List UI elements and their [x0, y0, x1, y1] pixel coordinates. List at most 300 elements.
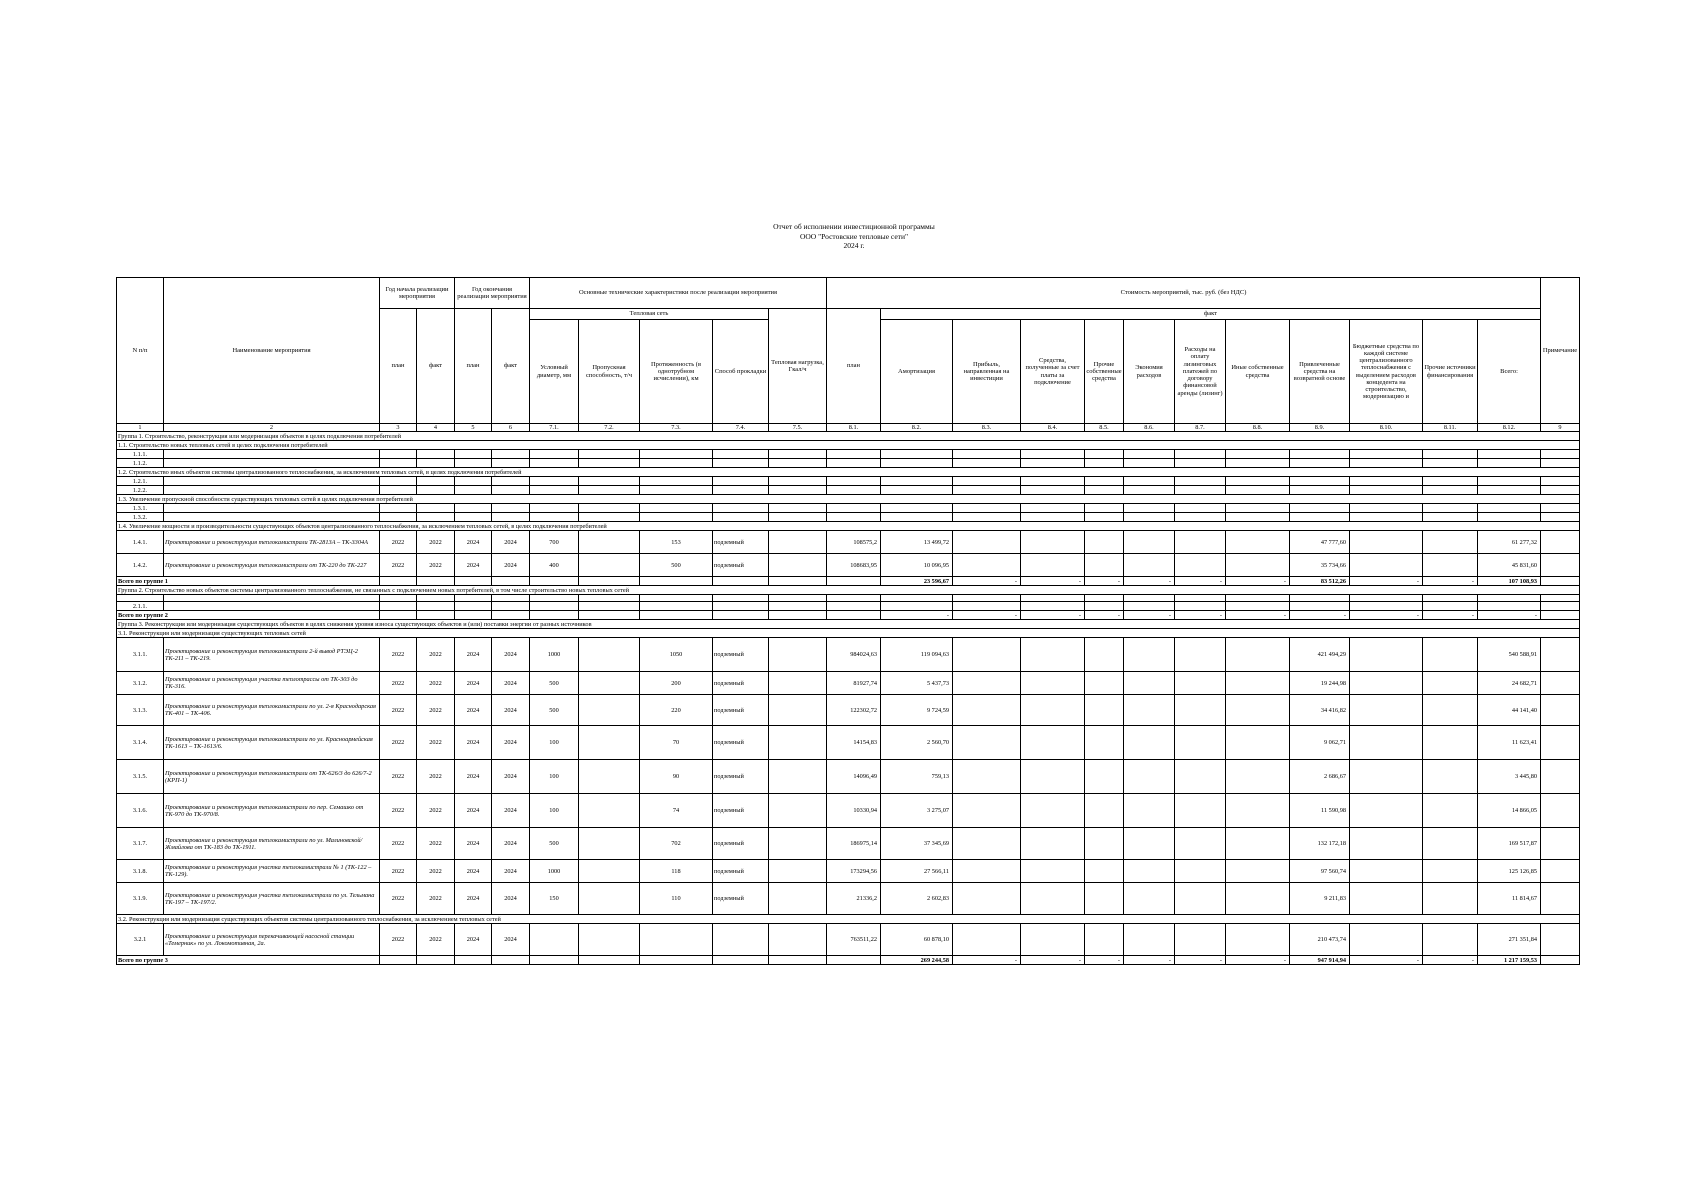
end-plan-year: 2024	[455, 828, 492, 860]
empty-cell	[1541, 450, 1580, 459]
empty-cell	[769, 611, 827, 620]
borrowed-value: 34 416,82	[1290, 695, 1350, 726]
column-number: 8.2.	[881, 424, 953, 432]
budget-value	[1350, 760, 1423, 794]
empty-cell	[492, 956, 530, 965]
empty-cell	[1021, 860, 1085, 883]
empty-cell	[640, 486, 713, 495]
group-total-dash: -	[1423, 577, 1478, 586]
empty-cell	[1124, 726, 1175, 760]
table-row	[117, 956, 1580, 965]
start-plan-year: 2022	[380, 672, 417, 695]
group-total-borrowed: 947 914,94	[1290, 956, 1350, 965]
title-line-3: 2024 г.	[843, 241, 865, 250]
hdr-heat-load: Тепловая нагрузка, Гкал/ч	[769, 309, 827, 424]
length-value: 500	[640, 554, 713, 577]
empty-cell	[1124, 695, 1175, 726]
empty-cell	[1226, 531, 1290, 554]
empty-cell	[769, 956, 827, 965]
table-row	[117, 522, 1580, 531]
total-value: 11 623,41	[1478, 726, 1541, 760]
throughput-value	[579, 638, 640, 672]
empty-cell	[1478, 477, 1541, 486]
empty-cell	[827, 956, 881, 965]
empty-cell	[1124, 860, 1175, 883]
empty-cell	[1423, 477, 1478, 486]
end-fact-year: 2024	[492, 760, 530, 794]
empty-cell	[455, 459, 492, 468]
empty-cell	[1085, 531, 1124, 554]
other-sources-value	[1423, 860, 1478, 883]
hdr-borrowed: Привлеченные средства на возвратной основе	[1290, 320, 1350, 424]
group-total-dash: -	[1175, 956, 1226, 965]
start-plan-year: 2022	[380, 794, 417, 828]
empty-cell	[1350, 486, 1423, 495]
empty-cell	[713, 602, 769, 611]
start-plan-year: 2022	[380, 924, 417, 956]
empty-cell	[769, 486, 827, 495]
column-number: 8.4.	[1021, 424, 1085, 432]
hdr-num: N п/п	[117, 278, 164, 424]
empty-cell	[827, 602, 881, 611]
empty-cell	[1541, 486, 1580, 495]
budget-value	[1350, 924, 1423, 956]
empty-cell	[1021, 672, 1085, 695]
length-value: 702	[640, 828, 713, 860]
throughput-value	[579, 695, 640, 726]
throughput-value	[579, 672, 640, 695]
empty-cell	[881, 450, 953, 459]
table-row	[117, 504, 1580, 513]
empty-cell	[417, 956, 455, 965]
empty-cell	[713, 956, 769, 965]
empty-cell	[1175, 695, 1226, 726]
hdr-lease: Расходы на оплату лизинговых платежей по договору финансовой аренды (лизинг)	[1175, 320, 1226, 424]
empty-cell	[881, 459, 953, 468]
empty-cell	[530, 459, 579, 468]
amort-value: 5 437,73	[881, 672, 953, 695]
empty-cell	[1021, 726, 1085, 760]
note-value	[1541, 638, 1580, 672]
group-total-dash: -	[1175, 577, 1226, 586]
group-total-dash: -	[1021, 611, 1085, 620]
heat-load-value	[769, 860, 827, 883]
diameter-value: 1000	[530, 638, 579, 672]
cost-plan-value: 81927,74	[827, 672, 881, 695]
table-row	[117, 586, 1580, 595]
note-value	[1541, 860, 1580, 883]
empty-cell	[827, 450, 881, 459]
borrowed-value: 2 686,67	[1290, 760, 1350, 794]
empty-cell	[1541, 602, 1580, 611]
column-number: 7.3.	[640, 424, 713, 432]
other-sources-value	[1423, 828, 1478, 860]
end-fact-year: 2024	[492, 531, 530, 554]
amort-value: 3 275,07	[881, 794, 953, 828]
empty-cell	[530, 595, 579, 602]
empty-cell	[1085, 554, 1124, 577]
column-number: 8.3.	[953, 424, 1021, 432]
table-row	[117, 828, 1580, 860]
heat-load-value	[769, 638, 827, 672]
other-sources-value	[1423, 760, 1478, 794]
empty-cell	[953, 486, 1021, 495]
empty-cell	[640, 450, 713, 459]
empty-cell	[1423, 504, 1478, 513]
table-row	[117, 554, 1580, 577]
empty-cell	[769, 513, 827, 522]
empty-cell	[1350, 477, 1423, 486]
group-total-dash: -	[1350, 577, 1423, 586]
heat-load-value	[769, 760, 827, 794]
title-line-2: ООО "Ростовские тепловые сети"	[799, 231, 909, 241]
empty-cell	[164, 602, 380, 611]
budget-value	[1350, 554, 1423, 577]
amort-value: 37 345,69	[881, 828, 953, 860]
group-total-amort: -	[881, 611, 953, 620]
empty-cell	[1175, 477, 1226, 486]
row-number: 3.1.4.	[117, 726, 164, 760]
section-heading: Группа 3. Реконструкция или модернизация существующих объектов в целях снижения уровня износа существующих объектов и (или) поставки энергии от разных источников	[117, 620, 1580, 629]
empty-cell	[1021, 602, 1085, 611]
empty-cell	[1124, 924, 1175, 956]
empty-cell	[1350, 459, 1423, 468]
empty-cell	[1124, 672, 1175, 695]
total-value: 45 831,60	[1478, 554, 1541, 577]
empty-cell	[1290, 504, 1350, 513]
amort-value: 2 602,83	[881, 883, 953, 915]
length-value: 118	[640, 860, 713, 883]
empty-cell	[1175, 726, 1226, 760]
empty-cell	[953, 760, 1021, 794]
empty-cell	[1124, 450, 1175, 459]
table-row	[117, 794, 1580, 828]
diameter-value: 150	[530, 883, 579, 915]
empty-cell	[1541, 513, 1580, 522]
laying-value: подземный	[713, 860, 769, 883]
section-heading: Группа 2. Строительство новых объектов системы централизованного теплоснабжения, не связанных с подключением новых потребителей, в том числе строительство новых тепловых сетей	[117, 586, 1580, 595]
empty-cell	[1175, 554, 1226, 577]
budget-value	[1350, 726, 1423, 760]
empty-cell	[164, 504, 380, 513]
row-number: 3.1.1.	[117, 638, 164, 672]
empty-cell	[827, 504, 881, 513]
empty-cell	[640, 459, 713, 468]
empty-cell	[455, 577, 492, 586]
empty-cell	[1124, 477, 1175, 486]
cost-plan-value: 186975,14	[827, 828, 881, 860]
empty-cell	[953, 883, 1021, 915]
table-row	[117, 595, 1580, 602]
heat-load-value	[769, 924, 827, 956]
empty-cell	[953, 726, 1021, 760]
empty-cell	[579, 595, 640, 602]
empty-cell	[1541, 595, 1580, 602]
empty-cell	[1478, 595, 1541, 602]
table-row	[117, 477, 1580, 486]
empty-cell	[417, 486, 455, 495]
empty-cell	[1085, 883, 1124, 915]
group-total-dash: -	[1175, 611, 1226, 620]
group-total-value: -	[1478, 611, 1541, 620]
empty-cell	[380, 602, 417, 611]
empty-cell	[953, 531, 1021, 554]
throughput-value	[579, 883, 640, 915]
empty-cell	[1226, 513, 1290, 522]
borrowed-value: 9 062,71	[1290, 726, 1350, 760]
empty-cell	[1350, 602, 1423, 611]
measure-name: Проектирование и реконструкция участка теплотрассы от ТК-303 до ТК-316.	[164, 672, 380, 695]
hdr-cost-fact: факт	[881, 309, 1541, 320]
empty-cell	[1290, 450, 1350, 459]
empty-cell	[713, 513, 769, 522]
empty-cell	[1085, 638, 1124, 672]
cost-plan-value: 763511,22	[827, 924, 881, 956]
empty-cell	[1175, 883, 1226, 915]
section-heading: 1.3. Увеличение пропускной способности существующих тепловых сетей в целях подключения потребителей	[117, 495, 1580, 504]
length-value: 110	[640, 883, 713, 915]
empty-cell	[1175, 794, 1226, 828]
empty-cell	[530, 513, 579, 522]
end-plan-year: 2024	[455, 760, 492, 794]
empty-cell	[1085, 828, 1124, 860]
measure-name: Проектирование и реконструкция теплокамистрали по ул. Малиновской/ Жмайлова от ТК-183 до ТК-1911.	[164, 828, 380, 860]
table-row	[117, 924, 1580, 956]
empty-cell	[1021, 504, 1085, 513]
hdr-start-year: Год начала реализации мероприятия	[380, 278, 455, 309]
start-fact-year: 2022	[417, 883, 455, 915]
column-number: 8.6.	[1124, 424, 1175, 432]
row-number: 1.2.2.	[117, 486, 164, 495]
diameter-value: 100	[530, 726, 579, 760]
empty-cell	[769, 450, 827, 459]
hdr-connection-fee: Средства, полученные за счет платы за подключение	[1021, 320, 1085, 424]
empty-cell	[713, 450, 769, 459]
note-value	[1541, 883, 1580, 915]
empty-cell	[1124, 602, 1175, 611]
other-sources-value	[1423, 695, 1478, 726]
empty-cell	[1175, 531, 1226, 554]
hdr-tech-char: Основные технические характеристики после реализации мероприятия	[530, 278, 827, 309]
empty-cell	[417, 611, 455, 620]
cost-plan-value: 173294,56	[827, 860, 881, 883]
empty-cell	[164, 477, 380, 486]
empty-cell	[953, 924, 1021, 956]
cost-plan-value: 10330,94	[827, 794, 881, 828]
table-row	[117, 513, 1580, 522]
empty-cell	[1085, 794, 1124, 828]
heat-load-value	[769, 672, 827, 695]
empty-cell	[953, 794, 1021, 828]
section-heading: Группа 1. Строительство, реконструкция или модернизация объектов в целях подключения потребителей	[117, 432, 1580, 441]
table-row	[117, 672, 1580, 695]
end-fact-year: 2024	[492, 638, 530, 672]
column-number: 8.5.	[1085, 424, 1124, 432]
table-row	[117, 459, 1580, 468]
empty-cell	[579, 477, 640, 486]
empty-cell	[953, 695, 1021, 726]
empty-cell	[1085, 486, 1124, 495]
column-number: 7.2.	[579, 424, 640, 432]
total-value: 24 682,71	[1478, 672, 1541, 695]
empty-cell	[1226, 883, 1290, 915]
group-total-dash: -	[1226, 956, 1290, 965]
empty-cell	[530, 956, 579, 965]
empty-cell	[530, 602, 579, 611]
empty-cell	[380, 486, 417, 495]
hdr-end-fact: факт	[492, 309, 530, 424]
empty-cell	[827, 595, 881, 602]
empty-cell	[492, 513, 530, 522]
empty-cell	[953, 477, 1021, 486]
empty-cell	[1290, 459, 1350, 468]
empty-cell	[1124, 794, 1175, 828]
throughput-value	[579, 554, 640, 577]
empty-cell	[1175, 860, 1226, 883]
empty-cell	[455, 486, 492, 495]
empty-cell	[1021, 477, 1085, 486]
empty-cell	[1124, 504, 1175, 513]
empty-cell	[1423, 513, 1478, 522]
empty-cell	[640, 611, 713, 620]
column-number: 2	[164, 424, 380, 432]
table-row	[117, 602, 1580, 611]
throughput-value	[579, 924, 640, 956]
diameter-value	[530, 924, 579, 956]
other-sources-value	[1423, 531, 1478, 554]
other-sources-value	[1423, 883, 1478, 915]
empty-cell	[455, 477, 492, 486]
empty-cell	[827, 513, 881, 522]
laying-value: подземный	[713, 760, 769, 794]
empty-cell	[380, 477, 417, 486]
other-sources-value	[1423, 554, 1478, 577]
empty-cell	[1124, 554, 1175, 577]
empty-cell	[1021, 459, 1085, 468]
empty-cell	[1541, 956, 1580, 965]
empty-cell	[417, 504, 455, 513]
empty-cell	[1423, 459, 1478, 468]
amort-value: 13 499,72	[881, 531, 953, 554]
other-sources-value	[1423, 638, 1478, 672]
group-total-label: Всего по группе 2	[117, 611, 380, 620]
empty-cell	[455, 956, 492, 965]
empty-cell	[1124, 595, 1175, 602]
empty-cell	[1175, 672, 1226, 695]
laying-value: подземный	[713, 695, 769, 726]
group-total-dash: -	[1085, 611, 1124, 620]
diameter-value: 100	[530, 794, 579, 828]
borrowed-value: 210 473,74	[1290, 924, 1350, 956]
group-total-dash: -	[1226, 577, 1290, 586]
group-total-dash: -	[953, 956, 1021, 965]
total-value: 3 445,80	[1478, 760, 1541, 794]
diameter-value: 1000	[530, 860, 579, 883]
empty-cell	[530, 450, 579, 459]
cost-plan-value: 14154,83	[827, 726, 881, 760]
empty-cell	[1226, 450, 1290, 459]
empty-cell	[380, 513, 417, 522]
hdr-profit: Прибыль, направленная на инвестиции	[953, 320, 1021, 424]
start-fact-year: 2022	[417, 672, 455, 695]
end-plan-year: 2024	[455, 531, 492, 554]
empty-cell	[455, 595, 492, 602]
empty-cell	[953, 459, 1021, 468]
empty-cell	[1021, 595, 1085, 602]
measure-name: Проектирование и реконструкция теплокамистрали по ул. 2-я Краснодарская ТК-401 – ТК-406.	[164, 695, 380, 726]
table-row	[117, 432, 1580, 441]
table-row	[117, 638, 1580, 672]
hdr-name: Наименование мероприятия	[164, 278, 380, 424]
empty-cell	[1290, 477, 1350, 486]
empty-cell	[380, 577, 417, 586]
note-value	[1541, 794, 1580, 828]
borrowed-value: 421 494,29	[1290, 638, 1350, 672]
empty-cell	[1021, 924, 1085, 956]
empty-cell	[1226, 828, 1290, 860]
table-row	[117, 860, 1580, 883]
column-number: 3	[380, 424, 417, 432]
group-total-dash: -	[953, 577, 1021, 586]
empty-cell	[579, 504, 640, 513]
group-total-dash: -	[1124, 611, 1175, 620]
empty-cell	[1085, 504, 1124, 513]
empty-cell	[1124, 760, 1175, 794]
other-sources-value	[1423, 672, 1478, 695]
empty-cell	[164, 513, 380, 522]
laying-value: подземный	[713, 794, 769, 828]
empty-cell	[1423, 595, 1478, 602]
group-total-label: Всего по группе 3	[117, 956, 380, 965]
hdr-savings: Экономия расходов	[1124, 320, 1175, 424]
laying-value: подземный	[713, 883, 769, 915]
note-value	[1541, 828, 1580, 860]
hdr-other-own: Прочие собственные средства	[1085, 320, 1124, 424]
measure-name: Проектирование и реконструкция теплокамистрали 2-й вывод РТЭЦ-2 ТК-211 – ТК-219.	[164, 638, 380, 672]
empty-cell	[1124, 459, 1175, 468]
section-heading: 1.4. Увеличение мощности и производительности существующих объектов централизованного теплоснабжения, за исключением тепловых сетей, в целях подключения потребителей	[117, 522, 1580, 531]
empty-cell	[1085, 695, 1124, 726]
start-plan-year: 2022	[380, 638, 417, 672]
cost-plan-value: 122302,72	[827, 695, 881, 726]
start-fact-year: 2022	[417, 638, 455, 672]
table-header	[117, 278, 1580, 432]
empty-cell	[640, 477, 713, 486]
borrowed-value: 19 244,98	[1290, 672, 1350, 695]
start-fact-year: 2022	[417, 726, 455, 760]
empty-cell	[1478, 504, 1541, 513]
column-number: 8.10.	[1350, 424, 1423, 432]
table-row	[117, 450, 1580, 459]
empty-cell	[1124, 486, 1175, 495]
empty-cell	[827, 477, 881, 486]
empty-cell	[1541, 459, 1580, 468]
empty-cell	[713, 486, 769, 495]
measure-name: Проектирование и реконструкция теплокамистрали по пер. Семашко от ТК-970 до ТК-970/8.	[164, 794, 380, 828]
note-value	[1541, 554, 1580, 577]
empty-cell	[530, 504, 579, 513]
laying-value: подземный	[713, 672, 769, 695]
start-plan-year: 2022	[380, 860, 417, 883]
length-value: 153	[640, 531, 713, 554]
empty-cell	[713, 577, 769, 586]
note-value	[1541, 760, 1580, 794]
section-heading: 1.2. Строительство иных объектов системы централизованного теплоснабжения, за исключением тепловых сетей, в целях подключения потребителей	[117, 468, 1580, 477]
table-body	[117, 432, 1580, 965]
empty-cell	[492, 611, 530, 620]
empty-cell	[1085, 602, 1124, 611]
heat-load-value	[769, 794, 827, 828]
